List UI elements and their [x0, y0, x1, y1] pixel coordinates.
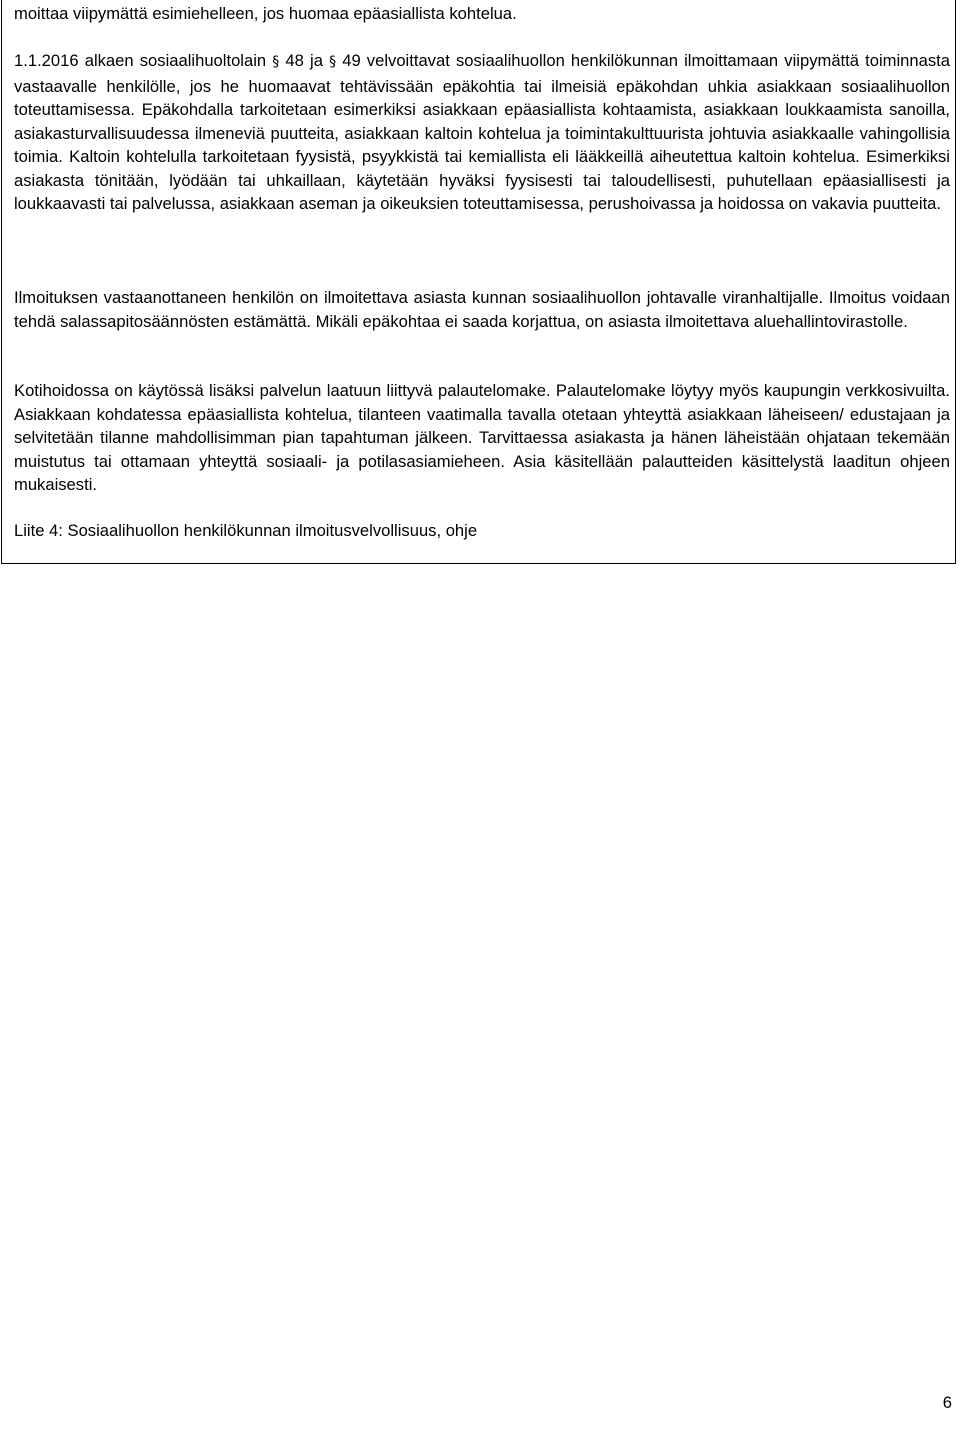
page-number: 6 — [942, 1393, 952, 1412]
paragraph-rest: 49 velvoittavat sosiaalihuollon henkilökunnan ilmoittamaan viipymättä toiminnasta vastaavalle henkilölle, jos he huomaavat tehtävissään epäkohtia tai ilmeisiä epäkohdan uhkia asiakkaan sosiaalihuollon toteuttamisessa. Epäkohdalla tarkoitetaan esimerkiksi asiakkaan epäasiallista kohtaamista, asiakkaan loukkaamista sanoilla, asiakasturvallisuudessa ilmeneviä puutteita, asiakkaan kaltoin kohtelua ja toimintakulttuurista johtuvia asiakkaalle vahingollisia toimia. Kaltoin kohtelulla tarkoitetaan fyysistä, psyykkistä tai kemiallista eli lääkkeillä aiheutettua kaltoin kohtelua. Esimerkiksi asiakasta tönitään, lyödään tai uhkaillaan, käytetään hyväksi fyysisesti tai taloudellisesti, puhutellaan epäasiallisesti ja loukkaavasti tai palvelussa, asiakkaan aseman ja oikeuksien toteuttamisessa, perushoivassa ja hoidossa on vakavia puutteita. — [14, 51, 950, 213]
paragraph-start: 1.1.2016 alkaen sosiaalihuoltolain — [14, 51, 267, 70]
section-sign-second: § — [329, 54, 337, 70]
section-sign: § — [272, 54, 280, 70]
paragraph-home-care-feedback: Kotihoidossa on käytössä lisäksi palvelun laatuun liittyvä palautelomake. Palautelomake löytyy myös kaupungin verkkosivuilta. Asiakkaan kohdatessa epäasiallista kohtelua, tilanteen vaatimalla tavalla otetaan yhteyttä asiakkaan läheiseen/ edustajaan ja selvitetään tilanne mahdollisimman pian tapahtuman jälkeen. Tarvittaessa asiakasta ja hänen läheistään ohjataan tekemään muistutus tai ottamaan yhteyttä sosiaali- ja potilasasiamieheen. Asia käsitellään palautteiden käsittelystä laaditun ohjeen mukaisesti. — [14, 381, 950, 494]
attachment-reference: Liite 4: Sosiaalihuollon henkilökunnan ilmoitusvelvollisuus, ohje — [14, 521, 478, 540]
paragraph-reporting-obligation — [14, 49, 950, 216]
paragraph-middle: 48 ja — [285, 51, 323, 70]
content-frame — [1, 0, 956, 564]
paragraph-report-recipient: Ilmoituksen vastaanottaneen henkilön on ilmoitettava asiasta kunnan sosiaalihuollon johtavalle viranhaltijalle. Ilmoitus voidaan tehdä salassapitosäännösten estämättä. Mikäli epäkohtaa ei saada korjattua, on asiasta ilmoitettava aluehallintovirastolle. — [14, 288, 950, 331]
lead-line: moittaa viipymättä esimiehelleen, jos huomaa epäasiallista kohtelua. — [14, 4, 517, 23]
